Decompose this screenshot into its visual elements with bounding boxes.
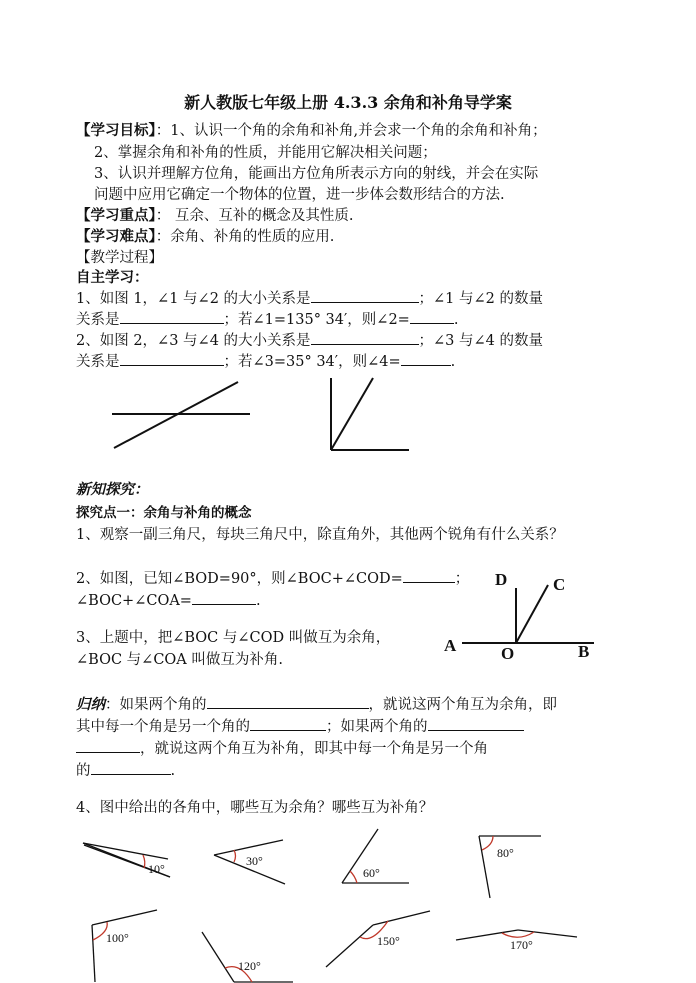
- key-point-label: 【学习重点】: [76, 207, 156, 224]
- self-q1-text-c: 关系是: [76, 312, 120, 328]
- summary-text-2b: ；如果两个角的: [326, 719, 428, 735]
- key-point-text: ： 互余、互补的概念及其性质.: [155, 208, 354, 224]
- difficulty-label: 【学习难点】: [76, 228, 156, 245]
- angle-label-10: 10°: [148, 862, 165, 876]
- label-c: C: [553, 575, 566, 594]
- angle-label-80: 80°: [497, 846, 514, 860]
- explore-q2-text-b: ；: [454, 571, 470, 587]
- self-q2-text-d: ；若∠3=35° 34′，则∠4=: [223, 354, 401, 370]
- process-heading: 【教学过程】: [76, 250, 163, 266]
- summary-text-1a: ：如果两个角的: [105, 697, 207, 713]
- summary-text-2a: 其中每一个角是另一个角的: [76, 719, 250, 735]
- self-q1-text-a: 1、如图 1，∠1 与∠2 的大小关系是: [76, 291, 311, 307]
- summary-text-3: ，就说这两个角互为补角，即其中每一个角是另一个角: [140, 741, 488, 757]
- self-study-heading: 自主学习：: [76, 269, 149, 286]
- label-b: B: [578, 642, 590, 661]
- label-a: A: [444, 636, 457, 655]
- explore-q1: 1、观察一副三角尺，每块三角尺中，除直角外，其他两个锐角有什么关系？: [76, 527, 564, 543]
- angle-100: [92, 910, 157, 982]
- explore-heading: 新知探究：: [76, 481, 149, 498]
- label-d: D: [495, 570, 508, 589]
- goal-1: ：1、认识一个角的余角和补角,并会求一个角的余角和补角；: [155, 123, 547, 139]
- self-q1-text-b: ；∠1 与∠2 的数量: [418, 291, 543, 307]
- angle-label-60: 60°: [363, 866, 380, 880]
- angle-label-120: 120°: [238, 959, 261, 973]
- explore-q2-text-d: .: [255, 593, 261, 609]
- goal-2: 2、掌握余角和补角的性质，并能用它解决相关问题；: [94, 145, 437, 161]
- angle-label-30: 30°: [246, 854, 263, 868]
- explore-q2-text-a: 2、如图，已知∠BOD=90°，则∠BOC+∠COD=: [76, 571, 403, 587]
- explore-q2-text-c: ∠BOC+∠COA=: [76, 593, 192, 609]
- self-q2-text-b: ；∠3 与∠4 的数量: [418, 333, 543, 349]
- self-q2-text-c: 关系是: [76, 354, 120, 370]
- goal-3a: 3、认识并理解方位角，能画出方位角所表示方向的射线，并会在实际: [94, 166, 539, 182]
- summary-label: 归纳: [76, 696, 105, 713]
- self-q1-text-d: ；若∠1=135° 34′，则∠2=: [223, 312, 410, 328]
- explore-q3-line2: ∠BOC 与∠COA 叫做互为补角.: [76, 652, 283, 668]
- summary-text-1b: ，就说这两个角互为余角，即: [368, 697, 557, 713]
- question-4: 4、图中给出的各角中，哪些互为余角？哪些互为补角？: [76, 800, 434, 816]
- explore-point-1: 探究点一：余角与补角的概念: [76, 505, 252, 521]
- goal-3b: 问题中应用它确定一个物体的位置，进一步体会数形结合的方法.: [94, 187, 505, 203]
- explore-q3-line1: 3、上题中，把∠BOC 与∠COD 叫做互为余角，: [76, 630, 391, 646]
- angle-label-170: 170°: [510, 938, 533, 952]
- self-q2-text-e: .: [450, 354, 456, 370]
- goals-label: 【学习目标】: [76, 122, 156, 139]
- angle-120: [202, 932, 293, 982]
- summary-text-4a: 的: [76, 763, 91, 779]
- self-q2-text-a: 2、如图 2，∠3 与∠4 的大小关系是: [76, 333, 311, 349]
- label-o: O: [501, 644, 515, 663]
- self-q1-text-e: .: [453, 312, 459, 328]
- page-title: 新人教版七年级上册 4.3.3 余角和补角导学案: [184, 93, 512, 112]
- angle-label-100: 100°: [106, 931, 129, 945]
- summary-text-4b: .: [170, 763, 176, 779]
- difficulty-text: ：余角、补角的性质的应用.: [155, 229, 335, 245]
- angle-label-150: 150°: [377, 934, 400, 948]
